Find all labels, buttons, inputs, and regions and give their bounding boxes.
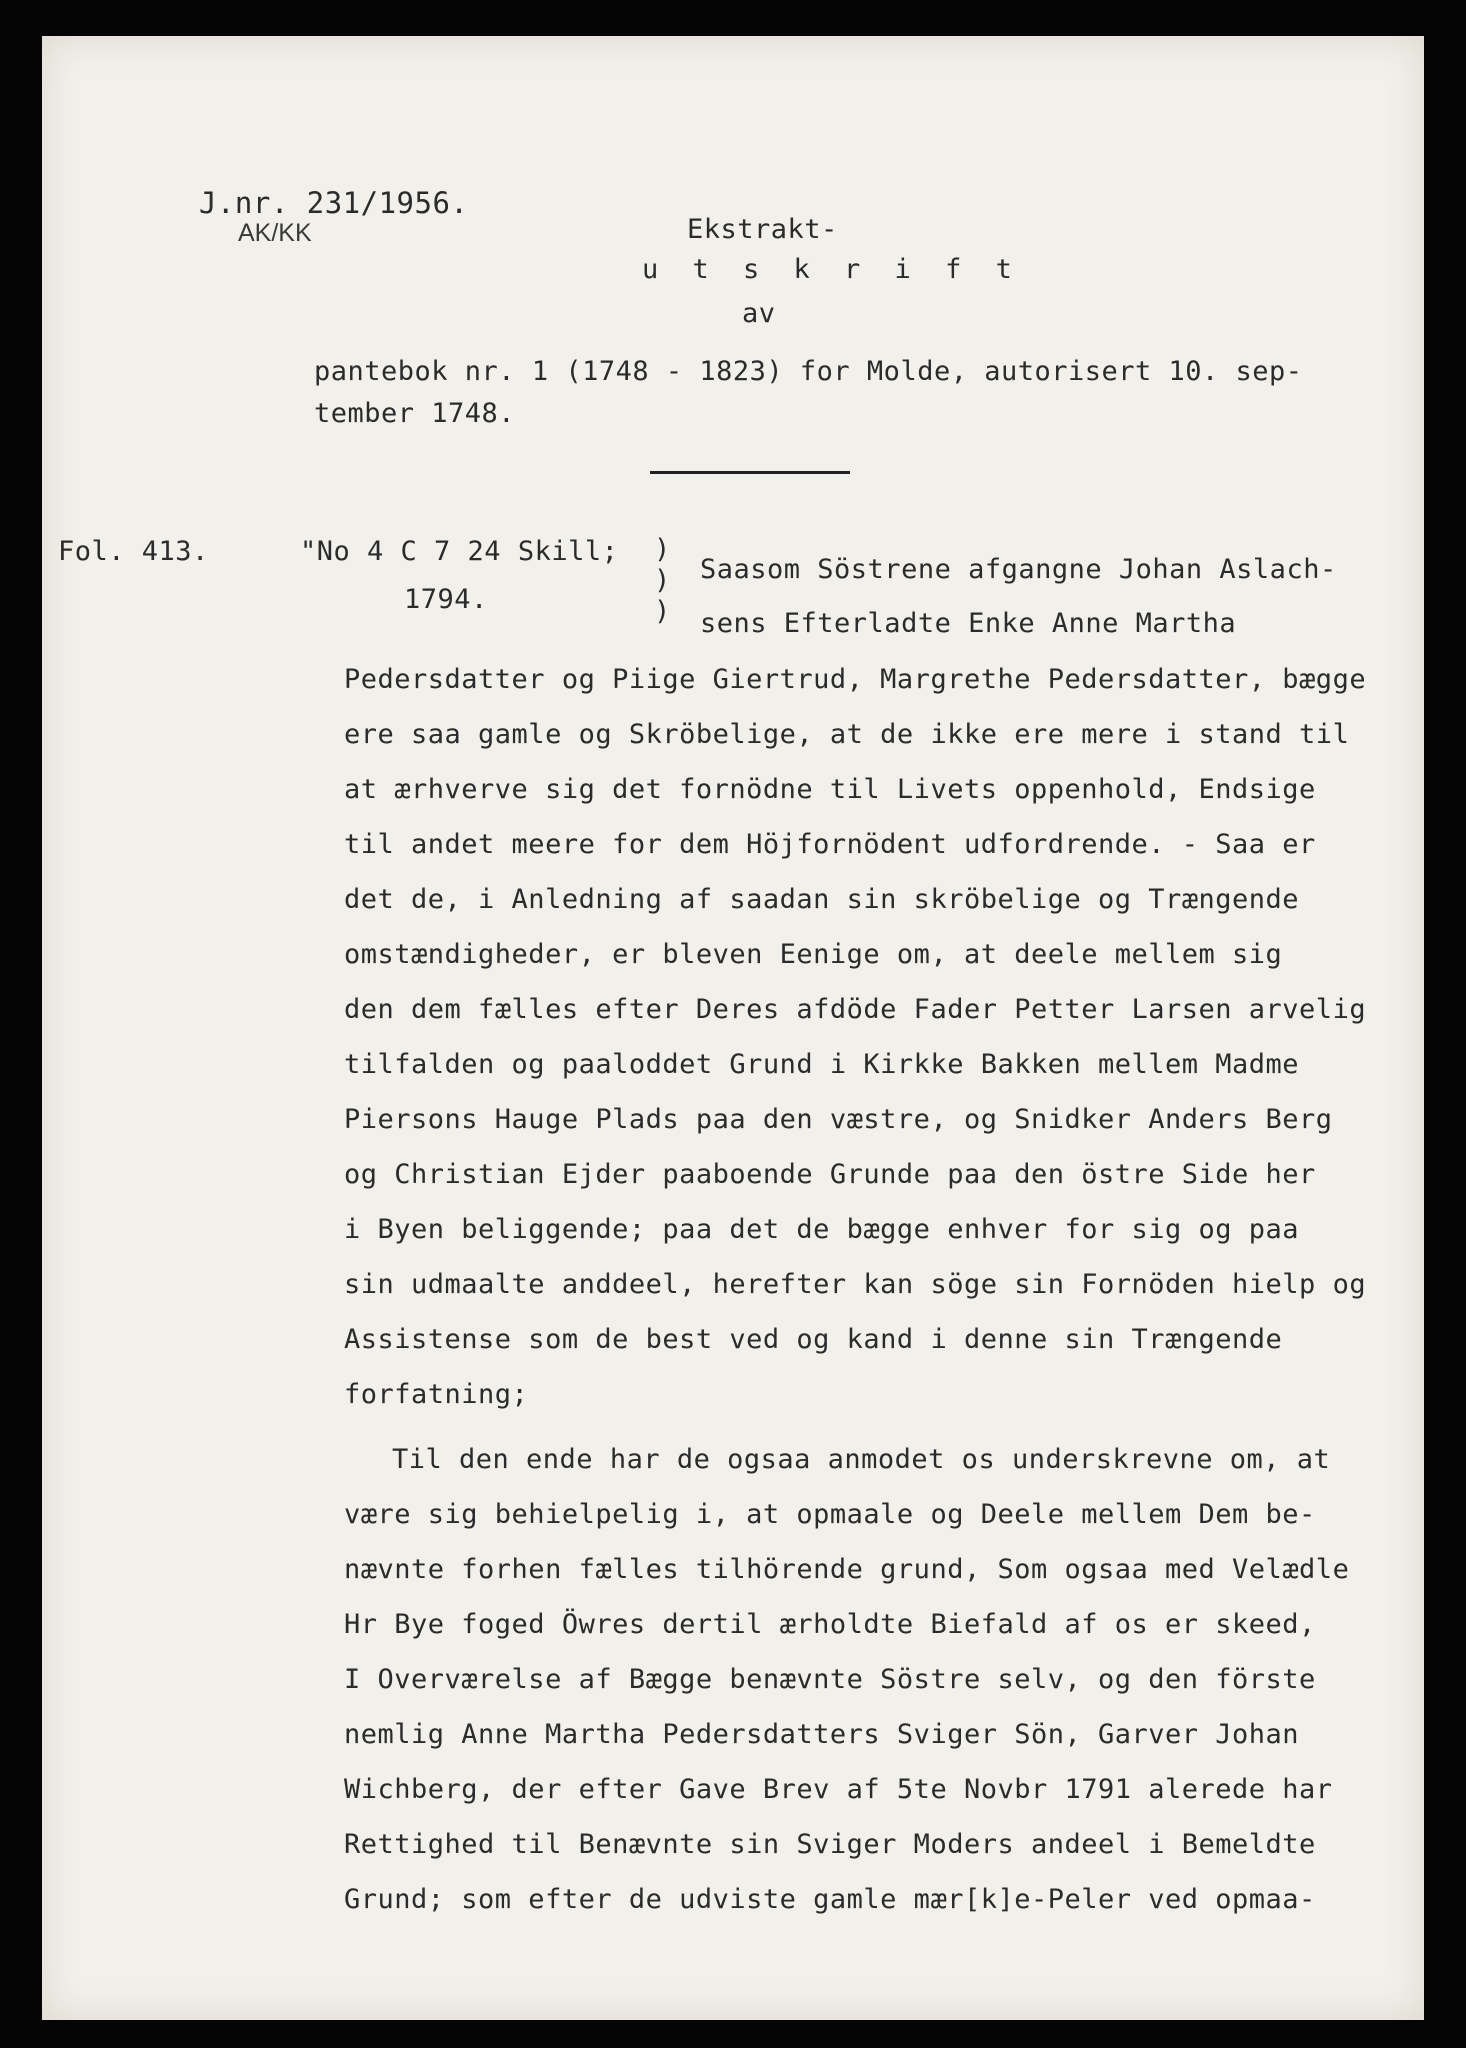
text-line: nævnte forhen fælles tilhörende grund, Som ogsaa med Velædle — [344, 1554, 1350, 1585]
text-line: tilfalden og paaloddet Grund i Kirkke Bakken mellem Madme — [344, 1049, 1300, 1080]
text-line: Wichberg, der efter Gave Brev af 5te Novbr 1791 alerede har — [344, 1774, 1333, 1805]
text-line: Piersons Hauge Plads paa den væstre, og Snidker Anders Berg — [344, 1104, 1333, 1135]
initials: AK/KK — [238, 219, 312, 247]
text-line: sin udmaalte anddeel, herefter kan söge sin Fornöden hielp og — [344, 1269, 1367, 1300]
title-utskrift: u t s k r i f t — [642, 254, 1021, 285]
text-line: Rettighed til Benævnte sin Sviger Moders andeel i Bemeldte — [344, 1829, 1316, 1860]
journal-number: J.nr. 231/1956. — [199, 186, 469, 220]
subtitle-line-2: tember 1748. — [314, 398, 516, 429]
text-line: at ærhverve sig det fornödne til Livets oppenhold, Endsige — [344, 774, 1316, 805]
intro-line-1: Saasom Söstrene afgangne Johan Aslach- — [700, 554, 1337, 585]
text-line: og Christian Ejder paaboende Grunde paa den östre Side her — [344, 1159, 1316, 1190]
bracket-mark: ) ) ) — [654, 534, 671, 627]
text-line: forfatning; — [344, 1379, 529, 1410]
text-line: Grund; som efter de udviste gamle mær[k]e-Peler ved opmaa- — [344, 1884, 1316, 1915]
reference-year: 1794. — [404, 584, 488, 615]
subtitle-line-1: pantebok nr. 1 (1748 - 1823) for Molde, autorisert 10. sep- — [314, 356, 1303, 387]
text-line: Pedersdatter og Piige Giertrud, Margrethe Pedersdatter, bægge — [344, 664, 1367, 695]
text-line: den dem fælles efter Deres afdöde Fader Petter Larsen arvelig — [344, 994, 1367, 1025]
text-line: Hr Bye foged Öwres dertil ærholdte Biefald af os er skeed, — [344, 1609, 1316, 1640]
reference-line: "No 4 C 7 24 Skill; — [300, 536, 619, 567]
text-line: ere saa gamle og Skröbelige, at de ikke ere mere i stand til — [344, 719, 1350, 750]
title-av: av — [742, 298, 776, 329]
text-line: Til den ende har de ogsaa anmodet os underskrevne om, at — [392, 1444, 1331, 1475]
text-line: Assistense som de best ved og kand i denne sin Trængende — [344, 1324, 1283, 1355]
text-line: nemlig Anne Martha Pedersdatters Sviger Sön, Garver Johan — [344, 1719, 1300, 1750]
intro-line-2: sens Efterladte Enke Anne Martha — [700, 608, 1237, 639]
text-line: i Byen beliggende; paa det de bægge enhver for sig og paa — [344, 1214, 1300, 1245]
divider-rule — [650, 471, 850, 474]
text-line: til andet meere for dem Höjfornödent udfordrende. - Saa er — [344, 829, 1316, 860]
text-line: det de, i Anledning af saadan sin skröbelige og Trængende — [344, 884, 1300, 915]
title-ekstrakt: Ekstrakt- — [687, 214, 838, 245]
folio-number: Fol. 413. — [58, 536, 209, 567]
text-line: I Overværelse af Bægge benævnte Söstre selv, og den förste — [344, 1664, 1316, 1695]
document-page — [42, 36, 1424, 2020]
text-line: være sig behielpelig i, at opmaale og Deele mellem Dem be- — [344, 1499, 1316, 1530]
text-line: omstændigheder, er bleven Eenige om, at deele mellem sig — [344, 939, 1283, 970]
